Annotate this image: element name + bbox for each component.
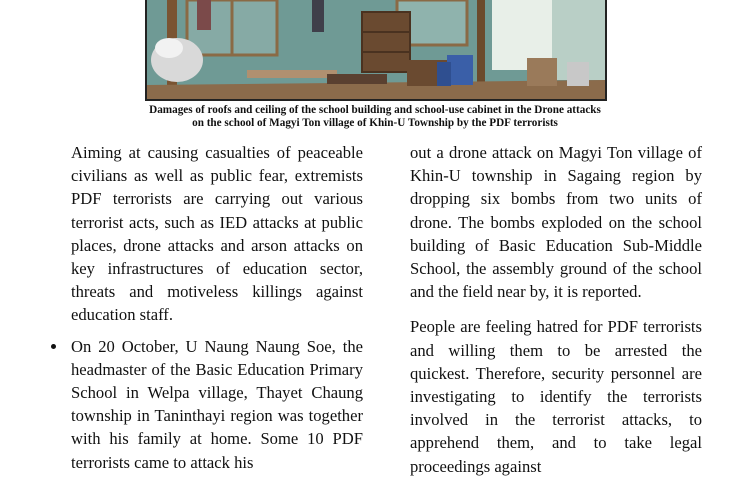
- damaged-classroom-photo: [145, 0, 607, 101]
- bullet-item: [71, 335, 363, 474]
- bullet-dot-icon: [51, 344, 56, 349]
- left-paragraph-1-text: Aiming at causing casualties of peaceable civilians as well as public fear, extremists PDF terrorists are carrying out various terrorist acts, such as IED attacks at public places, drone attacks and arson attacks on key infrastructures of education sector, threats and motiveless killings against education staff.: [71, 143, 363, 325]
- caption-line-2: on the school of Magyi Ton village of Khin-U Township by the PDF terrorists: [192, 116, 558, 129]
- caption-line-1: Damages of roofs and ceiling of the school building and school-use cabinet in the Drone attacks: [149, 104, 601, 116]
- classroom-scene-illustration: [147, 0, 607, 101]
- bullet-text: On 20 October, U Naung Naung Soe, the headmaster of the Basic Education Primary School in Welpa village, Thayet Chaung township in Taninthayi region was together with his family at home. Some 10 PDF terrorists came to attack his: [71, 336, 363, 472]
- left-column: [71, 141, 363, 474]
- photo-caption: [100, 104, 650, 129]
- right-paragraph-1: out a drone attack on Magyi Ton village of Khin-U township in Sagaing region by dropping six bombs from two units of drone. The bombs exploded on the school building of Basic Education Sub-Middle School, the assembly ground of the school and the field near by, it is reported.: [410, 143, 702, 302]
- right-paragraph-2: People are feeling hatred for PDF terrorists and willing them to be arrested the quickest. Therefore, security personnel are investigating to identify the terrorists involved in the terrorist attacks, to apprehend them, and to take legal proceedings against: [410, 317, 702, 476]
- right-column: [410, 141, 702, 478]
- left-paragraph-1: [71, 141, 363, 327]
